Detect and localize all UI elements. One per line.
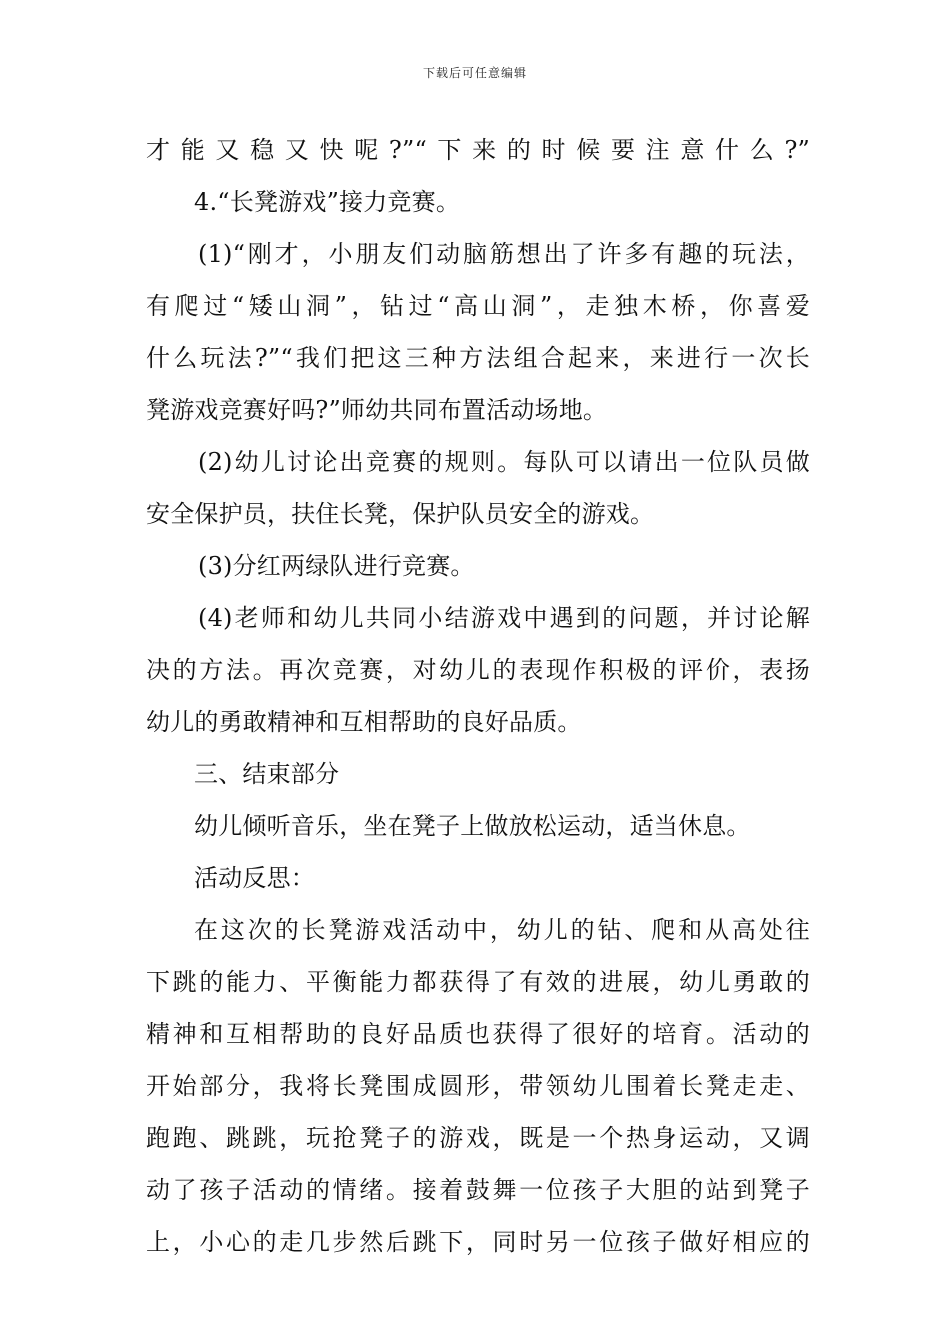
section-heading: 活动反思： xyxy=(194,864,315,892)
text-line: (1)“刚才，小朋友们动脑筋想出了许多有趣的玩法， xyxy=(198,240,810,268)
text-line: 上，小心的走几步然后跳下，同时另一位孩子做好相应的 xyxy=(146,1228,810,1256)
text-line: 开始部分，我将长凳围成圆形，带领幼儿围着长凳走走、 xyxy=(146,1072,810,1100)
text-line: 凳游戏竞赛好吗?”师幼共同布置活动场地。 xyxy=(146,396,608,424)
text-line: (3)分红两绿队进行竞赛。 xyxy=(198,552,475,580)
text-line: 下跳的能力、平衡能力都获得了有效的进展，幼儿勇敢的 xyxy=(146,968,810,996)
text-line: 在这次的长凳游戏活动中，幼儿的钻、爬和从高处往 xyxy=(194,916,810,944)
text-line: 什么玩法?”“我们把这三种方法组合起来，来进行一次长 xyxy=(146,344,810,372)
text-line: 跑跑、跳跳，玩抢凳子的游戏，既是一个热身运动，又调 xyxy=(146,1124,810,1152)
text-line: 4.“长凳游戏”接力竞赛。 xyxy=(194,188,461,216)
text-line: 动了孩子活动的情绪。接着鼓舞一位孩子大胆的站到凳子 xyxy=(146,1176,810,1204)
text-line: 才能又稳又快呢?”“下来的时候要注意什么?” xyxy=(146,136,810,164)
text-line: 幼儿的勇敢精神和互相帮助的良好品质。 xyxy=(146,708,582,736)
page-header: 下载后可任意编辑 xyxy=(422,66,527,80)
text-line: 有爬过“矮山洞”，钻过“高山洞”，走独木桥，你喜爱 xyxy=(146,292,810,320)
text-line: 精神和互相帮助的良好品质也获得了很好的培育。活动的 xyxy=(146,1020,810,1048)
text-line: 决的方法。再次竞赛，对幼儿的表现作积极的评价，表扬 xyxy=(146,656,810,684)
text-line: 幼儿倾听音乐，坐在凳子上做放松运动，适当休息。 xyxy=(194,812,751,840)
text-line: 安全保护员，扶住长凳，保护队员安全的游戏。 xyxy=(146,500,655,528)
document-body xyxy=(146,124,810,1268)
text-line: (4)老师和幼儿共同小结游戏中遇到的问题，并讨论解 xyxy=(198,604,810,632)
text-line: (2)幼儿讨论出竞赛的规则。每队可以请出一位队员做 xyxy=(198,448,810,476)
section-heading: 三、结束部分 xyxy=(194,760,340,788)
